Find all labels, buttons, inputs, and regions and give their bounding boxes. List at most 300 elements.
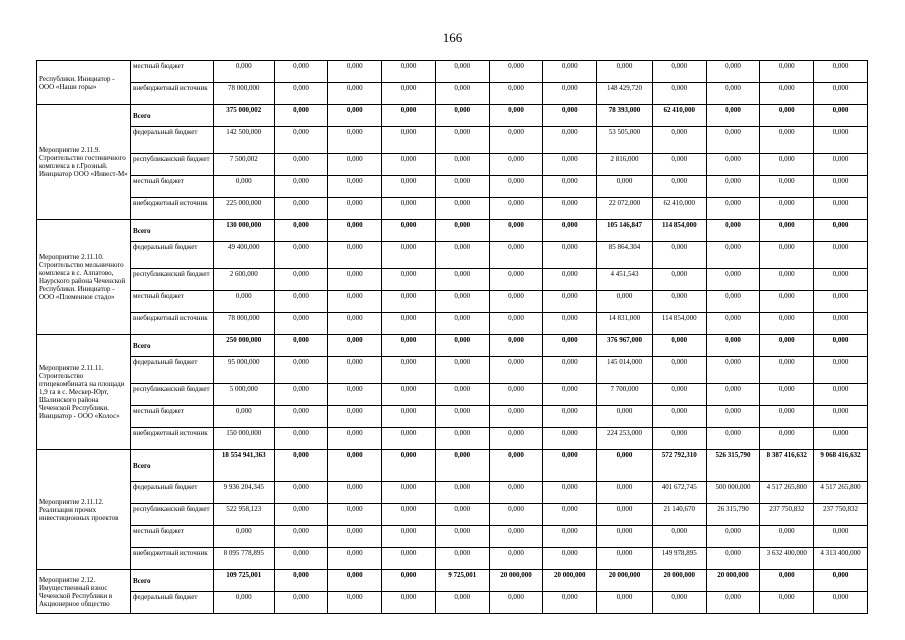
amount-cell: 0,000 <box>328 105 382 127</box>
amount-cell: 0,000 <box>382 526 436 548</box>
amount-cell: 0,000 <box>760 127 814 154</box>
amount-cell: 0,000 <box>274 269 328 291</box>
amount-cell: 0,000 <box>435 548 489 570</box>
table-row <box>37 313 868 335</box>
amount-cell: 0,000 <box>706 105 760 127</box>
amount-cell: 0,000 <box>489 154 543 176</box>
amount-cell: 53 505,000 <box>597 127 653 154</box>
amount-cell: 7 500,002 <box>213 154 274 176</box>
funding-source-cell: местный бюджет <box>131 291 214 313</box>
amount-cell: 62 410,000 <box>652 105 706 127</box>
amount-cell: 0,000 <box>760 83 814 105</box>
amount-cell: 20 000,000 <box>706 570 760 592</box>
amount-cell: 0,000 <box>760 105 814 127</box>
amount-cell: 142 500,000 <box>213 127 274 154</box>
amount-cell: 0,000 <box>489 335 543 357</box>
amount-cell: 0,000 <box>760 242 814 269</box>
amount-cell: 0,000 <box>328 428 382 450</box>
amount-cell: 0,000 <box>489 176 543 198</box>
amount-cell: 0,000 <box>274 357 328 384</box>
funding-source-cell: республиканский бюджет <box>131 504 214 526</box>
amount-cell: 0,000 <box>489 526 543 548</box>
amount-cell: 0,000 <box>760 384 814 406</box>
amount-cell: 0,000 <box>382 176 436 198</box>
amount-cell: 0,000 <box>652 154 706 176</box>
amount-cell: 0,000 <box>652 242 706 269</box>
amount-cell: 0,000 <box>274 220 328 242</box>
table-row <box>37 127 868 154</box>
amount-cell: 0,000 <box>814 154 868 176</box>
amount-cell: 105 146,847 <box>597 220 653 242</box>
amount-cell: 0,000 <box>274 176 328 198</box>
amount-cell: 0,000 <box>489 220 543 242</box>
amount-cell: 0,000 <box>382 83 436 105</box>
amount-cell: 0,000 <box>382 242 436 269</box>
funding-source-cell: федеральный бюджет <box>131 357 214 384</box>
amount-cell: 0,000 <box>328 176 382 198</box>
amount-cell: 0,000 <box>435 127 489 154</box>
amount-cell: 0,000 <box>543 154 597 176</box>
funding-source-cell: внебюджетный источник <box>131 548 214 570</box>
amount-cell: 522 958,123 <box>213 504 274 526</box>
funding-source-cell: федеральный бюджет <box>131 242 214 269</box>
amount-cell: 0,000 <box>489 127 543 154</box>
amount-cell: 0,000 <box>489 428 543 450</box>
amount-cell: 0,000 <box>213 176 274 198</box>
amount-cell: 0,000 <box>543 357 597 384</box>
amount-cell: 0,000 <box>274 291 328 313</box>
amount-cell: 0,000 <box>814 291 868 313</box>
amount-cell: 0,000 <box>597 592 653 614</box>
amount-cell: 0,000 <box>706 154 760 176</box>
amount-cell: 0,000 <box>706 592 760 614</box>
amount-cell: 526 315,790 <box>706 450 760 482</box>
amount-cell: 0,000 <box>652 127 706 154</box>
amount-cell: 0,000 <box>489 504 543 526</box>
amount-cell: 0,000 <box>489 291 543 313</box>
amount-cell: 78 000,000 <box>213 83 274 105</box>
amount-cell: 0,000 <box>435 450 489 482</box>
table-row <box>37 504 868 526</box>
amount-cell: 0,000 <box>543 406 597 428</box>
amount-cell: 78 393,000 <box>597 105 653 127</box>
amount-cell: 0,000 <box>435 220 489 242</box>
amount-cell: 0,000 <box>543 269 597 291</box>
amount-cell: 0,000 <box>274 504 328 526</box>
amount-cell: 0,000 <box>274 154 328 176</box>
amount-cell: 0,000 <box>706 428 760 450</box>
amount-cell: 0,000 <box>652 526 706 548</box>
amount-cell: 0,000 <box>814 428 868 450</box>
amount-cell: 572 792,310 <box>652 450 706 482</box>
amount-cell: 0,000 <box>814 269 868 291</box>
amount-cell: 0,000 <box>274 105 328 127</box>
measure-cell: Республики. Инициатор - ООО «Наши горы» <box>37 61 131 105</box>
amount-cell: 20 000,000 <box>543 570 597 592</box>
amount-cell: 0,000 <box>435 592 489 614</box>
table-row <box>37 154 868 176</box>
table-row <box>37 176 868 198</box>
amount-cell: 145 014,000 <box>597 357 653 384</box>
amount-cell: 0,000 <box>489 450 543 482</box>
amount-cell: 0,000 <box>274 548 328 570</box>
amount-cell: 0,000 <box>382 482 436 504</box>
amount-cell: 0,000 <box>814 176 868 198</box>
amount-cell: 0,000 <box>543 384 597 406</box>
amount-cell: 0,000 <box>328 269 382 291</box>
amount-cell: 0,000 <box>489 482 543 504</box>
amount-cell: 0,000 <box>760 406 814 428</box>
funding-source-cell: местный бюджет <box>131 526 214 548</box>
amount-cell: 9 936 204,345 <box>213 482 274 504</box>
amount-cell: 0,000 <box>760 61 814 83</box>
table-row <box>37 548 868 570</box>
amount-cell: 0,000 <box>328 198 382 220</box>
measure-cell: Мероприятие 2.12. Имущественный взнос Чеченской Республики в Акционерное общество <box>37 570 131 614</box>
amount-cell: 0,000 <box>760 154 814 176</box>
amount-cell: 0,000 <box>814 242 868 269</box>
funding-source-cell: республиканский бюджет <box>131 384 214 406</box>
amount-cell: 0,000 <box>328 450 382 482</box>
funding-source-cell: республиканский бюджет <box>131 154 214 176</box>
table-row <box>37 105 868 127</box>
amount-cell: 0,000 <box>543 313 597 335</box>
amount-cell: 0,000 <box>328 61 382 83</box>
amount-cell: 114 854,000 <box>652 220 706 242</box>
amount-cell: 49 400,000 <box>213 242 274 269</box>
amount-cell: 0,000 <box>652 291 706 313</box>
amount-cell: 0,000 <box>435 242 489 269</box>
amount-cell: 0,000 <box>489 406 543 428</box>
amount-cell: 0,000 <box>597 504 653 526</box>
amount-cell: 0,000 <box>543 105 597 127</box>
amount-cell: 8 387 416,632 <box>760 450 814 482</box>
amount-cell: 0,000 <box>274 83 328 105</box>
table-row <box>37 269 868 291</box>
table-row <box>37 61 868 83</box>
table-row <box>37 450 868 482</box>
amount-cell: 21 140,670 <box>652 504 706 526</box>
amount-cell: 0,000 <box>814 61 868 83</box>
amount-cell: 0,000 <box>489 61 543 83</box>
amount-cell: 0,000 <box>706 176 760 198</box>
amount-cell: 0,000 <box>543 504 597 526</box>
amount-cell: 0,000 <box>382 220 436 242</box>
amount-cell: 0,000 <box>382 198 436 220</box>
amount-cell: 0,000 <box>328 242 382 269</box>
amount-cell: 401 672,745 <box>652 482 706 504</box>
funding-source-cell: внебюджетный источник <box>131 428 214 450</box>
amount-cell: 0,000 <box>543 291 597 313</box>
amount-cell: 0,000 <box>328 384 382 406</box>
amount-cell: 114 854,000 <box>652 313 706 335</box>
amount-cell: 20 000,000 <box>489 570 543 592</box>
amount-cell: 0,000 <box>274 406 328 428</box>
amount-cell: 0,000 <box>328 526 382 548</box>
amount-cell: 0,000 <box>543 61 597 83</box>
amount-cell: 237 750,832 <box>760 504 814 526</box>
amount-cell: 0,000 <box>213 592 274 614</box>
amount-cell: 237 750,832 <box>814 504 868 526</box>
amount-cell: 0,000 <box>652 357 706 384</box>
amount-cell: 0,000 <box>543 482 597 504</box>
amount-cell: 0,000 <box>213 61 274 83</box>
amount-cell: 0,000 <box>706 384 760 406</box>
amount-cell: 0,000 <box>760 176 814 198</box>
amount-cell: 250 000,000 <box>213 335 274 357</box>
amount-cell: 0,000 <box>274 570 328 592</box>
amount-cell: 26 315,790 <box>706 504 760 526</box>
amount-cell: 0,000 <box>706 61 760 83</box>
amount-cell: 0,000 <box>489 105 543 127</box>
amount-cell: 7 700,000 <box>597 384 653 406</box>
amount-cell: 0,000 <box>435 105 489 127</box>
amount-cell: 95 000,000 <box>213 357 274 384</box>
amount-cell: 0,000 <box>489 83 543 105</box>
amount-cell: 0,000 <box>706 127 760 154</box>
amount-cell: 0,000 <box>597 176 653 198</box>
table-row <box>37 482 868 504</box>
amount-cell: 0,000 <box>382 154 436 176</box>
amount-cell: 0,000 <box>382 127 436 154</box>
funding-source-cell: Всего <box>131 105 214 127</box>
amount-cell: 0,000 <box>382 313 436 335</box>
amount-cell: 130 000,000 <box>213 220 274 242</box>
amount-cell: 0,000 <box>274 384 328 406</box>
amount-cell: 0,000 <box>760 570 814 592</box>
amount-cell: 0,000 <box>706 291 760 313</box>
amount-cell: 0,000 <box>213 406 274 428</box>
amount-cell: 0,000 <box>814 335 868 357</box>
amount-cell: 0,000 <box>706 548 760 570</box>
amount-cell: 0,000 <box>435 83 489 105</box>
page-number: 166 <box>442 30 463 45</box>
funding-source-cell: внебюджетный источник <box>131 313 214 335</box>
amount-cell: 0,000 <box>814 220 868 242</box>
amount-cell: 0,000 <box>814 357 868 384</box>
amount-cell: 0,000 <box>543 428 597 450</box>
amount-cell: 0,000 <box>382 291 436 313</box>
budget-table-body <box>37 61 868 614</box>
amount-cell: 0,000 <box>543 220 597 242</box>
amount-cell: 8 095 778,895 <box>213 548 274 570</box>
amount-cell: 0,000 <box>382 269 436 291</box>
amount-cell: 0,000 <box>760 428 814 450</box>
amount-cell: 0,000 <box>328 154 382 176</box>
amount-cell: 0,000 <box>543 526 597 548</box>
amount-cell: 18 554 941,363 <box>213 450 274 482</box>
table-row <box>37 406 868 428</box>
amount-cell: 85 864,304 <box>597 242 653 269</box>
amount-cell: 0,000 <box>814 198 868 220</box>
amount-cell: 0,000 <box>382 61 436 83</box>
amount-cell: 0,000 <box>435 291 489 313</box>
amount-cell: 225 000,000 <box>213 198 274 220</box>
amount-cell: 0,000 <box>435 269 489 291</box>
amount-cell: 0,000 <box>274 198 328 220</box>
amount-cell: 0,000 <box>543 242 597 269</box>
amount-cell: 149 978,895 <box>652 548 706 570</box>
table-row <box>37 384 868 406</box>
amount-cell: 0,000 <box>760 269 814 291</box>
amount-cell: 0,000 <box>543 176 597 198</box>
table-row <box>37 357 868 384</box>
amount-cell: 0,000 <box>706 406 760 428</box>
amount-cell: 150 000,000 <box>213 428 274 450</box>
amount-cell: 78 000,000 <box>213 313 274 335</box>
amount-cell: 375 000,002 <box>213 105 274 127</box>
amount-cell: 0,000 <box>328 313 382 335</box>
amount-cell: 0,000 <box>274 335 328 357</box>
amount-cell: 0,000 <box>382 105 436 127</box>
amount-cell: 0,000 <box>382 428 436 450</box>
amount-cell: 20 000,000 <box>597 570 653 592</box>
amount-cell: 0,000 <box>435 313 489 335</box>
measure-cell: Мероприятие 2.11.12. Реализация прочих инвестиционных проектов <box>37 450 131 570</box>
amount-cell: 0,000 <box>328 482 382 504</box>
amount-cell: 0,000 <box>382 384 436 406</box>
amount-cell: 0,000 <box>652 335 706 357</box>
measure-cell: Мероприятие 2.11.11. Строительство птицекомбината на площади 1,9 га в с. Мескер-Юрт, Шалинского района Чеченской Республики. Инициатор - ООО «Колос» <box>37 335 131 450</box>
amount-cell: 0,000 <box>274 61 328 83</box>
funding-source-cell: Всего <box>131 450 214 482</box>
amount-cell: 0,000 <box>328 504 382 526</box>
amount-cell: 9 068 416,632 <box>814 450 868 482</box>
amount-cell: 0,000 <box>382 504 436 526</box>
amount-cell: 0,000 <box>597 406 653 428</box>
amount-cell: 2 816,000 <box>597 154 653 176</box>
amount-cell: 0,000 <box>435 176 489 198</box>
amount-cell: 20 000,000 <box>652 570 706 592</box>
amount-cell: 0,000 <box>597 482 653 504</box>
amount-cell: 0,000 <box>435 198 489 220</box>
budget-table <box>36 60 868 614</box>
amount-cell: 0,000 <box>382 406 436 428</box>
amount-cell: 0,000 <box>435 526 489 548</box>
table-row <box>37 428 868 450</box>
table-row <box>37 570 868 592</box>
amount-cell: 0,000 <box>706 313 760 335</box>
amount-cell: 0,000 <box>760 198 814 220</box>
amount-cell: 0,000 <box>597 526 653 548</box>
amount-cell: 0,000 <box>489 357 543 384</box>
amount-cell: 0,000 <box>652 384 706 406</box>
amount-cell: 0,000 <box>274 526 328 548</box>
amount-cell: 148 429,720 <box>597 83 653 105</box>
amount-cell: 0,000 <box>760 220 814 242</box>
amount-cell: 0,000 <box>274 127 328 154</box>
amount-cell: 0,000 <box>213 526 274 548</box>
amount-cell: 0,000 <box>274 313 328 335</box>
amount-cell: 0,000 <box>814 127 868 154</box>
amount-cell: 22 072,000 <box>597 198 653 220</box>
amount-cell: 0,000 <box>274 482 328 504</box>
amount-cell: 0,000 <box>382 592 436 614</box>
amount-cell: 0,000 <box>382 570 436 592</box>
amount-cell: 0,000 <box>652 592 706 614</box>
amount-cell: 0,000 <box>706 335 760 357</box>
amount-cell: 0,000 <box>814 526 868 548</box>
amount-cell: 0,000 <box>435 504 489 526</box>
amount-cell: 0,000 <box>543 335 597 357</box>
amount-cell: 0,000 <box>328 335 382 357</box>
amount-cell: 0,000 <box>435 154 489 176</box>
table-row <box>37 242 868 269</box>
amount-cell: 0,000 <box>814 313 868 335</box>
amount-cell: 0,000 <box>652 61 706 83</box>
amount-cell: 0,000 <box>435 61 489 83</box>
amount-cell: 0,000 <box>814 406 868 428</box>
funding-source-cell: местный бюджет <box>131 406 214 428</box>
amount-cell: 4 517 265,800 <box>760 482 814 504</box>
funding-source-cell: федеральный бюджет <box>131 592 214 614</box>
amount-cell: 0,000 <box>652 269 706 291</box>
amount-cell: 0,000 <box>543 548 597 570</box>
amount-cell: 109 725,001 <box>213 570 274 592</box>
amount-cell: 0,000 <box>328 83 382 105</box>
funding-source-cell: местный бюджет <box>131 176 214 198</box>
amount-cell: 0,000 <box>814 105 868 127</box>
amount-cell: 0,000 <box>760 526 814 548</box>
amount-cell: 4 451,543 <box>597 269 653 291</box>
amount-cell: 0,000 <box>814 384 868 406</box>
amount-cell: 0,000 <box>328 406 382 428</box>
funding-source-cell: Всего <box>131 570 214 592</box>
amount-cell: 0,000 <box>328 357 382 384</box>
amount-cell: 0,000 <box>328 220 382 242</box>
amount-cell: 0,000 <box>543 83 597 105</box>
amount-cell: 500 000,000 <box>706 482 760 504</box>
amount-cell: 0,000 <box>435 357 489 384</box>
amount-cell: 0,000 <box>652 176 706 198</box>
amount-cell: 0,000 <box>328 570 382 592</box>
amount-cell: 376 967,000 <box>597 335 653 357</box>
amount-cell: 0,000 <box>382 335 436 357</box>
amount-cell: 0,000 <box>435 384 489 406</box>
amount-cell: 0,000 <box>760 313 814 335</box>
amount-cell: 0,000 <box>760 592 814 614</box>
table-row <box>37 198 868 220</box>
amount-cell: 0,000 <box>652 406 706 428</box>
amount-cell: 0,000 <box>489 242 543 269</box>
amount-cell: 0,000 <box>328 592 382 614</box>
funding-source-cell: внебюджетный источник <box>131 83 214 105</box>
amount-cell: 0,000 <box>543 198 597 220</box>
amount-cell: 0,000 <box>652 428 706 450</box>
amount-cell: 0,000 <box>706 242 760 269</box>
amount-cell: 0,000 <box>489 384 543 406</box>
amount-cell: 0,000 <box>274 428 328 450</box>
amount-cell: 0,000 <box>489 548 543 570</box>
amount-cell: 5 000,000 <box>213 384 274 406</box>
amount-cell: 0,000 <box>274 592 328 614</box>
table-row <box>37 220 868 242</box>
amount-cell: 0,000 <box>760 335 814 357</box>
amount-cell: 4 313 400,000 <box>814 548 868 570</box>
amount-cell: 0,000 <box>489 269 543 291</box>
table-row <box>37 335 868 357</box>
amount-cell: 0,000 <box>597 61 653 83</box>
amount-cell: 0,000 <box>814 570 868 592</box>
amount-cell: 0,000 <box>706 526 760 548</box>
measure-cell: Мероприятие 2.11.9. Строительство гостиничного комплекса в г.Грозный. Инициатор ООО «Инвест-М» <box>37 105 131 220</box>
table-row <box>37 83 868 105</box>
amount-cell: 0,000 <box>814 83 868 105</box>
table-row <box>37 592 868 614</box>
amount-cell: 0,000 <box>597 291 653 313</box>
funding-source-cell: федеральный бюджет <box>131 127 214 154</box>
funding-source-cell: Всего <box>131 220 214 242</box>
